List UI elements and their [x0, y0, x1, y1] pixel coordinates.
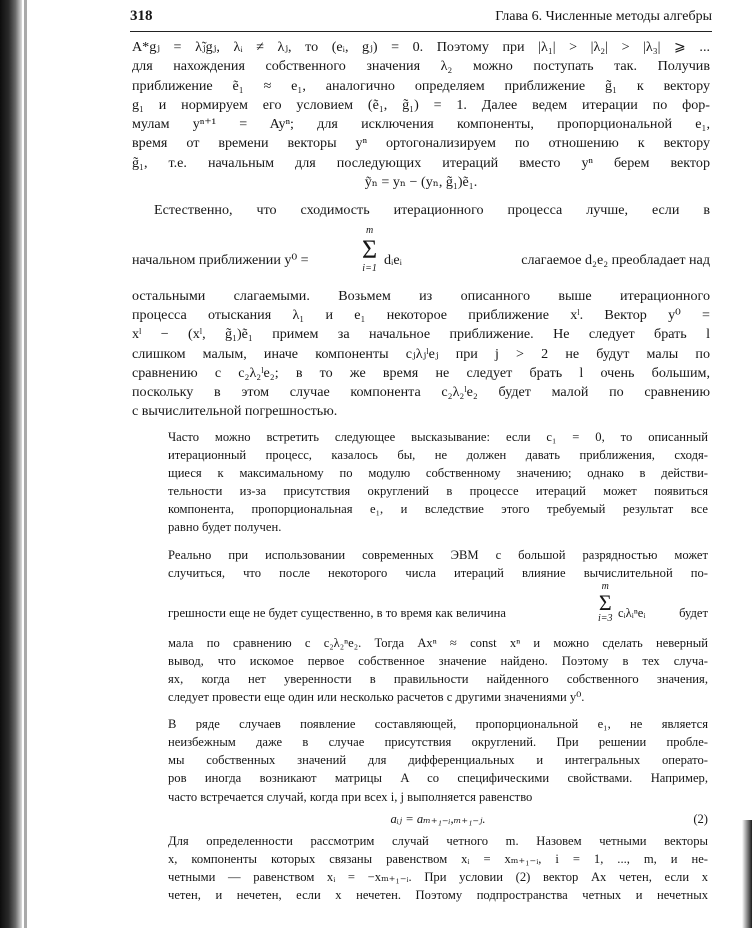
remark-line: ров иногда возникают матрицы A со специфическими свойствами. Например,: [168, 771, 708, 786]
page-number: 318: [130, 8, 153, 24]
text-line: с вычислительной погрешностью.: [132, 403, 338, 420]
text-line: время от времени векторы yⁿ ортогонализируем по отношению к вектору: [132, 135, 710, 152]
text-line: процесса отыскания λ₁ и e₁ некоторое приближение xˡ. Вектор y⁰ =: [132, 306, 710, 323]
remark-sum-pre: грешности еще не будет существенно, в то время как величина: [168, 605, 506, 620]
remark-line: неизбежным даже в случае присутствия округлений. При решении пробле-: [168, 735, 708, 750]
remark-sum-upper: m: [601, 580, 609, 592]
remark-line: случиться, что после некоторого числа итераций влияние вычислительной по-: [168, 565, 708, 580]
remark-line: часто встречается случай, когда при всех i, j выполняется равенство: [168, 789, 533, 804]
sum-term: dᵢeᵢ: [384, 251, 402, 268]
sum-pre-text: начальном приближении y⁰ =: [132, 251, 309, 268]
text-line: остальными слагаемыми. Возьмем из описанного выше итерационного: [132, 287, 710, 304]
summation: [362, 225, 377, 275]
remark-sum-term: cᵢλᵢⁿeᵢ: [618, 605, 646, 620]
sum-lower-limit: i=1: [362, 262, 377, 274]
remark-line: четен, и нечетен, если x нечетен. Поэтому подпространства четных и нечетных: [168, 887, 708, 902]
remark-line: следует провести еще один или несколько расчетов с другими значениями y⁰.: [168, 690, 585, 705]
book-spine-shadow: [0, 0, 22, 928]
equation-number: (2): [693, 811, 708, 826]
book-spine-line: [24, 0, 27, 928]
remark-sum-post: будет: [679, 605, 708, 620]
remark-line: x, компоненты которых связаны равенством xᵢ = xₘ₊₁₋ᵢ, i = 1, ..., m, и не-: [168, 851, 708, 866]
remark-line: Реально при использовании современных ЭВМ с большой разрядностью может: [168, 547, 708, 562]
remark-sigma-symbol: Σ: [598, 589, 612, 615]
remark-line: вывод, что искомое первое собственное значение найдено. Поэтому в тех случа-: [168, 653, 708, 668]
remark-line: компонента, пропорциональная e₁, и вследствие этого требуемый результат все: [168, 502, 708, 517]
sum-upper-limit: m: [365, 224, 374, 236]
text-line: A*gⱼ = λ̃ⱼgⱼ, λᵢ ≠ λⱼ, то (eᵢ, gⱼ) = 0. Поэтому при |λ₁| > |λ₂| > |λ₃| ⩾ ...: [132, 39, 710, 55]
remark-line: мала по сравнению с c₂λ₂ⁿe₂. Тогда Axⁿ ≈ const xⁿ и можно сделать неверный: [168, 635, 708, 650]
text-line: мулам yⁿ⁺¹ = Ayⁿ; для исключения компоненты, пропорциональной e₁,: [132, 116, 710, 133]
text-line: поскольку в этом случае компонента c₂λ₂ˡe₂ будет малой по сравнению: [132, 384, 710, 401]
remark-summation: [598, 582, 613, 624]
sum-formula-line: [132, 221, 710, 287]
display-formula: ỹₙ = yₙ − (yₙ, g̃₁)ẽ₁.: [364, 174, 478, 191]
sum-post-text: слагаемое d₂e₂ преобладает над: [521, 251, 710, 268]
small-print-remark: [168, 428, 708, 904]
text-line: сравнению с c₂λ₂ˡe₂; в то же время не следует брать l очень большим,: [132, 364, 710, 381]
text-line: для нахождения собственного значения λ₂ можно поступать так. Получив: [132, 58, 710, 75]
remark-line: мы собственных значений для дифференциальных и интегральных операто-: [168, 753, 708, 768]
remark-sum-lower: i=3: [598, 612, 613, 624]
remark-line: щиеся к максимальному по модулю собственному значению; однако в действи-: [168, 466, 708, 481]
text-line: g̃₁, т.е. начальным для последующих итераций вместо yⁿ берем вектор: [132, 154, 710, 171]
remark-line: равно будет получен.: [168, 520, 282, 535]
text-line: xˡ − (xˡ, g̃₁)ẽ₁ примем за начальное приближение. Не следует брать l: [132, 326, 710, 343]
header-rule: [130, 31, 712, 32]
remark-line: четными — равенством xᵢ = −xₘ₊₁₋ᵢ. При условии (2) вектор Ax четен, если x: [168, 869, 708, 884]
text-line: g₁ и нормируем его условием (ẽ₁, g̃₁) = 1. Далее ведем итерации по фор-: [132, 96, 710, 113]
remark-line: тельности из-за присутствия округлений в процессе итераций может появиться: [168, 484, 708, 499]
remark-line: Часто можно встретить следующее высказывание: если c₁ = 0, то описанный: [168, 430, 708, 444]
text-line: Естественно, что сходимость итерационного процесса лучше, если в: [154, 202, 710, 219]
page-header: [130, 8, 712, 30]
main-text: [132, 38, 710, 422]
remark-sum-line: [168, 582, 708, 634]
sigma-symbol: Σ: [362, 234, 378, 264]
remark-line: итерационный процесс, казалось бы, не должен давать приближения, сходя-: [168, 448, 708, 463]
text-line: слишком малым, иначе компоненты cⱼλⱼˡeⱼ при j > 2 не будут малы по: [132, 345, 710, 362]
equation-formula: aᵢⱼ = aₘ₊₁₋ᵢ,ₘ₊₁₋ⱼ.: [390, 811, 486, 826]
page-edge-shadow: [742, 820, 752, 928]
text-line: приближение ẽ₁ ≈ e₁, аналогично определяем приближение g̃₁ к вектору: [132, 77, 710, 94]
remark-line: ях, когда нет уверенности в правильности найденного собственного значения,: [168, 671, 708, 686]
remark-line: В ряде случаев появление составляющей, пропорциональной e₁, не является: [168, 717, 708, 732]
running-head: Глава 6. Численные методы алгебры: [495, 9, 712, 24]
numbered-equation: [168, 806, 708, 832]
remark-line: Для определенности рассмотрим случай четного m. Назовем четными векторы: [168, 833, 708, 848]
